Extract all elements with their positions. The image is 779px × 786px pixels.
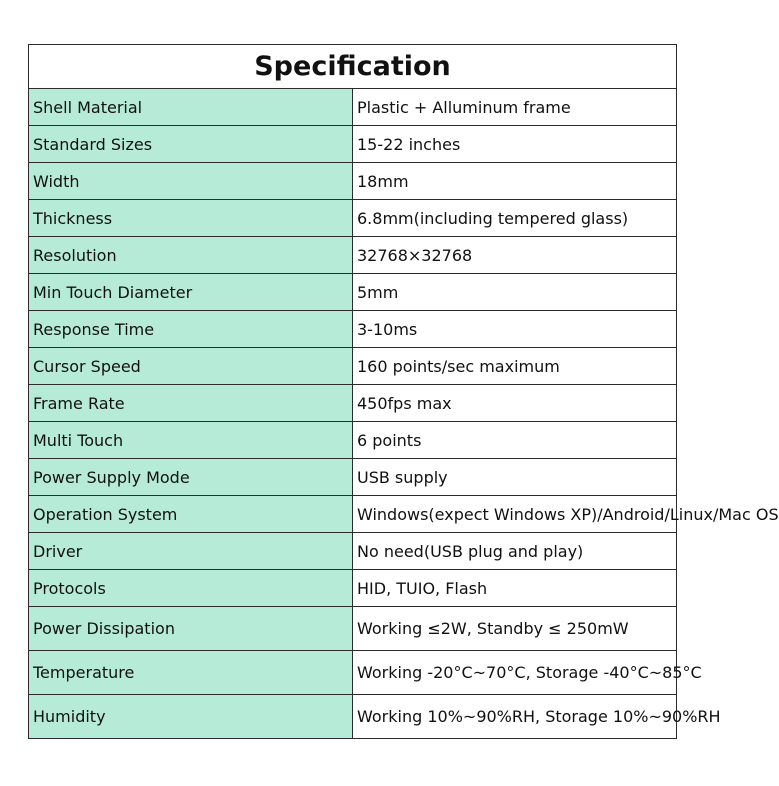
row-value: Working 10%~90%RH, Storage 10%~90%RH (353, 695, 677, 739)
table-row (29, 163, 677, 200)
row-value: Working -20°C~70°C, Storage -40°C~85°C (353, 651, 677, 695)
row-label: Power Supply Mode (29, 459, 353, 496)
row-value: 5mm (353, 274, 677, 311)
row-label: Protocols (29, 570, 353, 607)
table-row (29, 459, 677, 496)
title-row (29, 45, 677, 89)
table-row (29, 607, 677, 651)
row-value: 15-22 inches (353, 126, 677, 163)
row-value: 18mm (353, 163, 677, 200)
row-value: 6.8mm(including tempered glass) (353, 200, 677, 237)
row-label: Thickness (29, 200, 353, 237)
row-label: Humidity (29, 695, 353, 739)
table-row (29, 533, 677, 570)
table-row (29, 348, 677, 385)
specification-table (28, 44, 779, 739)
row-label: Resolution (29, 237, 353, 274)
row-label: Response Time (29, 311, 353, 348)
row-label: Width (29, 163, 353, 200)
table-row (29, 651, 677, 695)
row-value: USB supply (353, 459, 677, 496)
row-value: 160 points/sec maximum (353, 348, 677, 385)
table-row (29, 274, 677, 311)
table-row (29, 200, 677, 237)
table-row (29, 496, 677, 533)
row-label: Standard Sizes (29, 126, 353, 163)
row-label: Driver (29, 533, 353, 570)
row-value: HID, TUIO, Flash (353, 570, 677, 607)
row-label: Multi Touch (29, 422, 353, 459)
row-value: No need(USB plug and play) (353, 533, 677, 570)
table-row (29, 237, 677, 274)
row-label: Operation System (29, 496, 353, 533)
row-value: Working ≤2W, Standby ≤ 250mW (353, 607, 677, 651)
row-value: Windows(expect Windows XP)/Android/Linux/Mac OS (353, 496, 677, 533)
row-value: 32768×32768 (353, 237, 677, 274)
row-value: Plastic + Alluminum frame (353, 89, 677, 126)
row-label: Temperature (29, 651, 353, 695)
row-label: Frame Rate (29, 385, 353, 422)
table-row (29, 422, 677, 459)
row-value: 3-10ms (353, 311, 677, 348)
row-label: Min Touch Diameter (29, 274, 353, 311)
row-label: Power Dissipation (29, 607, 353, 651)
table-row (29, 311, 677, 348)
row-value: 6 points (353, 422, 677, 459)
row-label: Shell Material (29, 89, 353, 126)
row-label: Cursor Speed (29, 348, 353, 385)
table-title: Specification (29, 45, 677, 89)
table-row (29, 89, 677, 126)
table-row (29, 126, 677, 163)
row-value: 450fps max (353, 385, 677, 422)
table-row (29, 385, 677, 422)
table-row (29, 570, 677, 607)
table-row (29, 695, 677, 739)
